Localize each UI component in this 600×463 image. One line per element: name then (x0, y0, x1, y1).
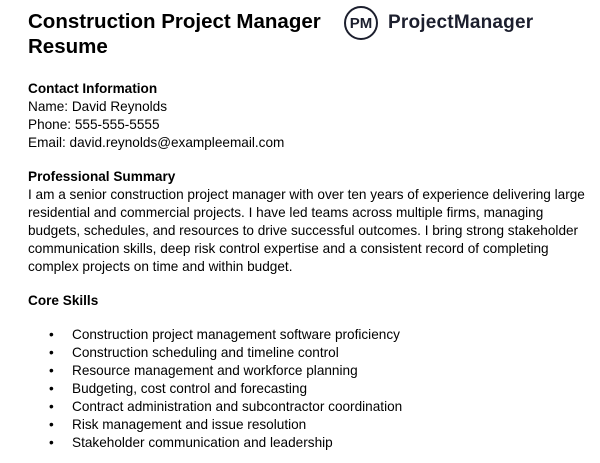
contact-name: Name: David Reynolds (28, 99, 168, 114)
contact-email: Email: david.reynolds@exampleemail.com (28, 135, 285, 150)
skills-heading: Core Skills (28, 293, 99, 308)
pm-logo-icon: PM (344, 6, 378, 40)
skill-item: • Risk management and issue resolution (28, 416, 593, 434)
summary-text: I am a senior construction project manager with over ten years of experience delivering large residential and commercial projects. I have led teams across multiple firms, managing budgets, schedules, and resources to drive successful outcomes. I bring strong stakeholder communication skills, deep risk control expertise and a consistent record of completing complex projects on time and within budget. (28, 187, 585, 274)
skill-item: • Contract administration and subcontractor coordination (28, 398, 593, 416)
summary-heading: Professional Summary (28, 169, 176, 184)
logo-text: ProjectManager (388, 12, 534, 33)
contact-section (28, 80, 593, 152)
skills-list (28, 326, 593, 452)
page-title: Construction Project Manager Resume (28, 10, 321, 58)
skill-item: • Resource management and workforce planning (28, 362, 593, 380)
skill-item: • Construction project management software proficiency (28, 326, 593, 344)
skills-section (28, 292, 593, 452)
contact-heading: Contact Information (28, 81, 158, 96)
skill-item: • Construction scheduling and timeline control (28, 344, 593, 362)
skill-item: • Stakeholder communication and leadership (28, 434, 593, 452)
summary-section (28, 168, 593, 276)
projectmanager-logo (344, 6, 533, 40)
contact-phone: Phone: 555-555-5555 (28, 117, 160, 132)
skill-item: • Budgeting, cost control and forecasting (28, 380, 593, 398)
